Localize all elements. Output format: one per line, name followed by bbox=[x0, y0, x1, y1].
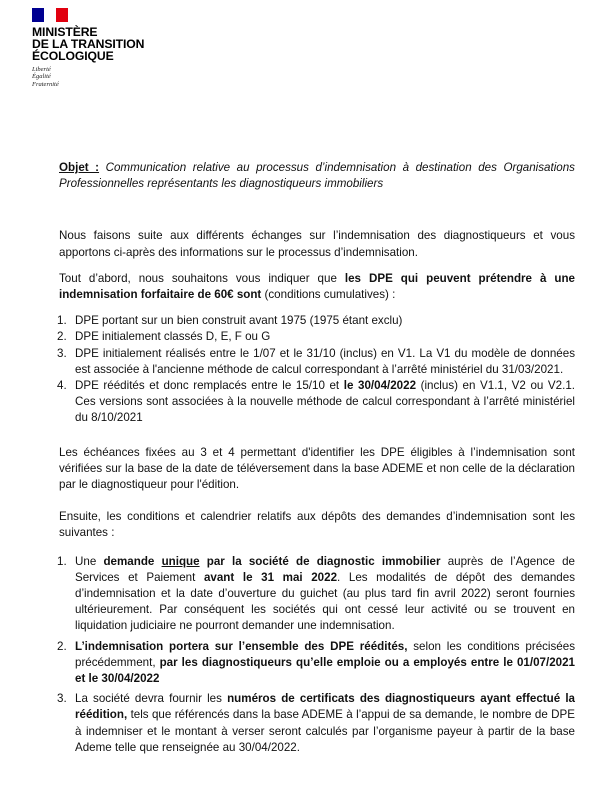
text-run-bold: L’indemnisation portera sur l’ensemble des DPE réédités, bbox=[75, 639, 408, 653]
ministry-line: MINISTÈRE bbox=[32, 25, 98, 39]
list-item bbox=[59, 691, 575, 756]
text-run-bold: par la société de diagnostic immobilier bbox=[199, 554, 441, 568]
list-number: 3. bbox=[57, 692, 67, 706]
text-run-bold: numéros de certificats des diagnostiqueurs ayant effectué la réédition, bbox=[75, 692, 576, 722]
ministry-line: ÉCOLOGIQUE bbox=[32, 49, 114, 64]
eligibility-paragraph bbox=[59, 271, 575, 303]
conditions-intro-paragraph: Ensuite, les conditions et calendrier relatifs aux dépôts des demandes d’indemnisation sont les suivantes : bbox=[59, 510, 575, 540]
french-flag-icon bbox=[32, 8, 68, 22]
text-run: (inclus) en V1.1, V2 ou V2.1. Ces versions sont associées à la nouvelle méthode de calcul correspondant à l’arrêté ministériel du 8/10/2021 bbox=[75, 379, 575, 425]
motto-line: Égalité bbox=[32, 73, 51, 81]
list-item-text: DPE portant sur un bien construit avant 1975 (1975 étant exclu) bbox=[75, 314, 403, 328]
conditions-list bbox=[59, 554, 575, 756]
flag-red-band bbox=[56, 8, 68, 22]
list-number: 2. bbox=[57, 330, 67, 344]
flag-blue-band bbox=[32, 8, 44, 22]
list-item bbox=[59, 378, 575, 427]
ministry-logo bbox=[32, 8, 182, 88]
text-run-bold: demande bbox=[103, 554, 162, 568]
list-item bbox=[59, 554, 575, 635]
text-run: selon les conditions précisées précédemment, bbox=[75, 639, 575, 669]
list-item bbox=[59, 639, 575, 688]
motto-line: Liberté bbox=[32, 65, 51, 73]
subject-line bbox=[59, 160, 575, 192]
subject-text: Communication relative au processus d’indemnisation à destination des Organisations Professionnelles représentants les diagnostiqueurs immobiliers bbox=[59, 161, 575, 191]
letter-body bbox=[59, 160, 575, 760]
ministry-name bbox=[32, 26, 182, 63]
text-run-bold: les DPE qui peuvent prétendre à une indemnisation forfaitaire de 60€ sont bbox=[59, 271, 575, 302]
text-run-bold: avant le 31 mai 2022 bbox=[203, 570, 338, 584]
list-item bbox=[59, 329, 575, 345]
text-run: . Les modalités de dépôt des demandes d’indemnisation et la date d’ouverture du guichet (au plus tard fin avril 2022) seront fournies ultérieurement. Par conséquent les sociétés qui ont cessé leur activité ou se trouvent en liquidation judiciaire ne pourront demander une indemnisation. bbox=[75, 570, 575, 633]
list-number: 1. bbox=[57, 314, 67, 328]
republic-motto bbox=[32, 66, 182, 89]
ministry-line: DE LA TRANSITION bbox=[32, 37, 145, 52]
text-run: DPE réédités et donc remplacés entre le 15/10 et bbox=[75, 379, 344, 393]
list-item-text: DPE initialement réalisés entre le 1/07 et le 31/10 (inclus) en V1. La V1 du modèle de données est associée à l'ancienne méthode de calcul correspondant à l’arrêté ministériel du 31/03/2021. bbox=[75, 346, 575, 376]
text-run-bold: par les diagnostiqueurs qu’elle emploie ou a employés entre le 01/07/2021 et le 30/04/2022 bbox=[75, 655, 575, 686]
list-item bbox=[59, 313, 575, 329]
eligibility-list bbox=[59, 313, 575, 426]
list-item bbox=[59, 346, 575, 378]
list-number: 2. bbox=[57, 639, 67, 653]
flag-white-band bbox=[44, 8, 56, 22]
text-run: Tout d’abord, nous souhaitons vous indiquer que bbox=[59, 271, 345, 285]
text-run: tels que référencés dans la base ADEME à l’appui de sa demande, le nombre de DPE à indemniser et le montant à verser seront calculés par l’organisme payeur à partir de la base Ademe telle que renseignée au 30/04/2022. bbox=[75, 708, 575, 754]
list-number: 1. bbox=[57, 554, 67, 568]
text-run: Une bbox=[75, 554, 104, 568]
text-run: La société devra fournir les bbox=[75, 692, 228, 706]
intro-paragraph: Nous faisons suite aux différents échanges sur l’indemnisation des diagnostiqueurs et vous apportons ci-après des informations sur le processus d’indemnisation. bbox=[59, 229, 575, 259]
deadlines-paragraph: Les échéances fixées au 3 et 4 permettant d'identifier les DPE éligibles à l’indemnisation sont vérifiées sur la base de la date de téléversement dans la base ADEME et non celle de la déclaration par le diagnostiqueur pour l'édition. bbox=[59, 445, 575, 492]
list-item-text: DPE initialement classés D, E, F ou G bbox=[75, 330, 271, 344]
text-run-underlined: unique bbox=[161, 554, 200, 568]
list-number: 3. bbox=[57, 346, 67, 360]
list-number: 4. bbox=[57, 379, 67, 393]
text-run-bold: le 30/04/2022 bbox=[343, 379, 417, 393]
subject-label: Objet : bbox=[59, 161, 100, 174]
text-run: (conditions cumulatives) : bbox=[261, 288, 396, 302]
text-run: auprès de l’Agence de Services et Paiement bbox=[75, 554, 575, 584]
motto-line: Fraternité bbox=[32, 80, 59, 88]
